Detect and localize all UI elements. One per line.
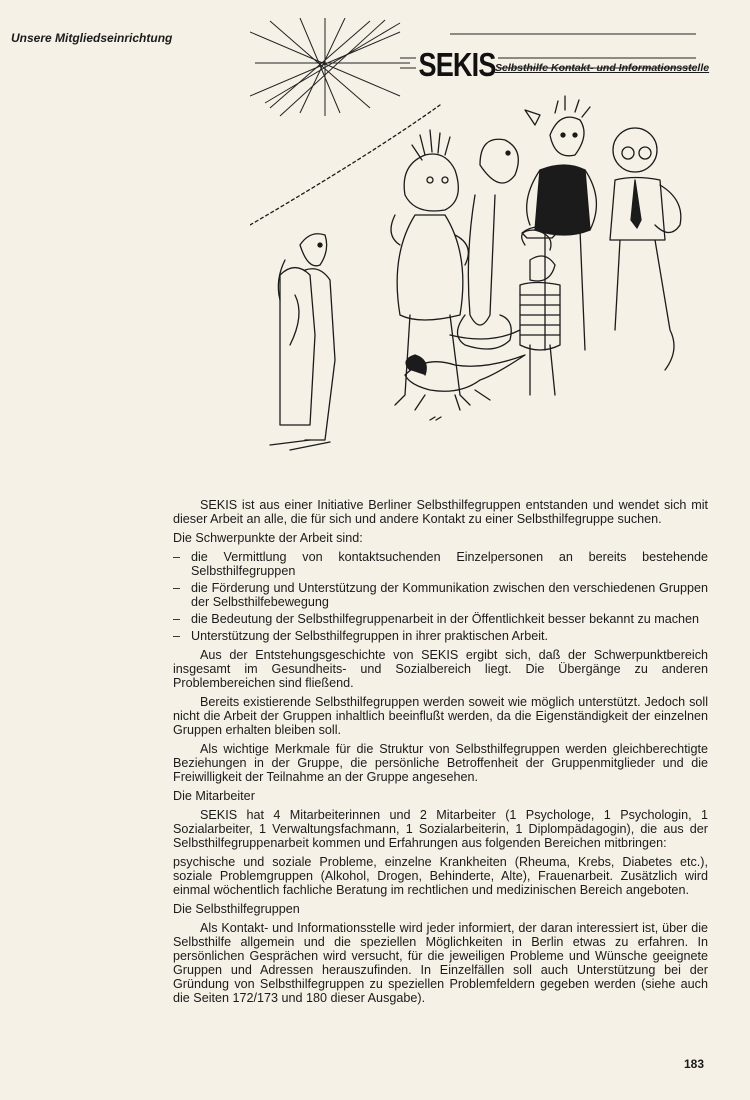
list-item-text: die Förderung und Unterstützung der Kommunikation zwischen den verschiedenen Gruppen der Selbsthilfebewegung: [191, 581, 708, 609]
paragraph: psychische und soziale Probleme, einzelne Krankheiten (Rheuma, Krebs, Diabetes etc.), soziale Problemgruppen (Alkohol, Drogen, Behinderte, Alte), Frauenarbeit. Zusätzlich wird einmal wöchentlich fachliche Beratung im rechtlichen und medizinischen Bereich angeboten.: [173, 855, 708, 897]
list-dash: –: [173, 612, 181, 626]
list-item: [173, 581, 708, 609]
cartoon-people-group-icon: [250, 95, 700, 465]
list-item: [173, 629, 708, 643]
paragraph: Bereits existierende Selbsthilfegruppen werden soweit wie möglich unterstützt. Jedoch soll nicht die Arbeit der Gruppen inhaltlich beeinflußt werden, da die Eigenständigkeit der einzelnen Gruppen erhalten bleiben soll.: [173, 695, 708, 737]
list-item: [173, 612, 708, 626]
section-label: Unsere Mitgliedseinrichtung: [11, 31, 173, 45]
list-item-text: die Bedeutung der Selbsthilfegruppenarbeit in der Öffentlichkeit besser bekannt zu machen: [191, 612, 700, 626]
paragraph: Die Schwerpunkte der Arbeit sind:: [173, 531, 363, 545]
section-heading: Die Mitarbeiter: [173, 789, 255, 803]
paragraph: Aus der Entstehungsgeschichte von SEKIS ergibt sich, daß der Schwerpunktbereich insgesamt im Gesundheits- und Sozialbereich liegt. Die Übergänge zu anderen Problembereichen sind fließend.: [173, 648, 708, 690]
list-dash: –: [173, 629, 181, 643]
list-dash: –: [173, 550, 181, 564]
article-text: [173, 498, 708, 1010]
list-item-text: die Vermittlung von kontaktsuchenden Einzelpersonen an bereits bestehende Selbsthilfegruppen: [191, 550, 708, 578]
logo-word: SEKIS: [416, 46, 498, 84]
page-number: 183: [684, 1057, 705, 1071]
list-item-text: Unterstützung der Selbsthilfegruppen in ihrer praktischen Arbeit.: [191, 629, 549, 643]
paragraph: Als Kontakt- und Informationsstelle wird jeder informiert, der daran interessiert ist, über die Selbsthilfe allgemein und die speziellen Möglichkeiten in Berlin etwas zu erfahren. In persönlichen Gesprächen wird versucht, für die jeweiligen Probleme und Wünsche geeignete Gruppen und Adressen herauszufinden. In Einzelfällen soll auch Unterstützung bei der Gründung von Selbsthilfegruppen zu speziellen Problemfeldern gegeben werden (siehe auch die Seiten 172/173 und 180 dieser Ausgabe).: [173, 921, 708, 1005]
paragraph: SEKIS ist aus einer Initiative Berliner Selbsthilfegruppen entstanden und wendet sich mit dieser Arbeit an alle, die für sich und andere Kontakt zu einer Selbsthilfegruppe suchen.: [173, 498, 708, 526]
paragraph: SEKIS hat 4 Mitarbeiterinnen und 2 Mitarbeiter (1 Psychologe, 1 Psychologin, 1 Sozialarbeiter, 1 Verwaltungsfachmann, 1 Sozialarbeiterin, 1 Diplompädagogin), die aus der Selbsthilfegruppenarbeit kommen und Erfahrungen aus folgenden Bereichen mitbringen:: [173, 808, 708, 850]
list-item: [173, 550, 708, 578]
list-dash: –: [173, 581, 181, 595]
logo-subtitle: Selbsthilfe Kontakt- und Informationsstelle: [495, 62, 710, 74]
paragraph: Als wichtige Merkmale für die Struktur von Selbsthilfegruppen werden gleichberechtigte Beziehungen in der Gruppe, die persönliche Betroffenheit der Gruppenmitglieder und die Freiwilligkeit der Teilnahme an der Gruppe angesehen.: [173, 742, 708, 784]
section-heading: Die Selbsthilfegruppen: [173, 902, 300, 916]
